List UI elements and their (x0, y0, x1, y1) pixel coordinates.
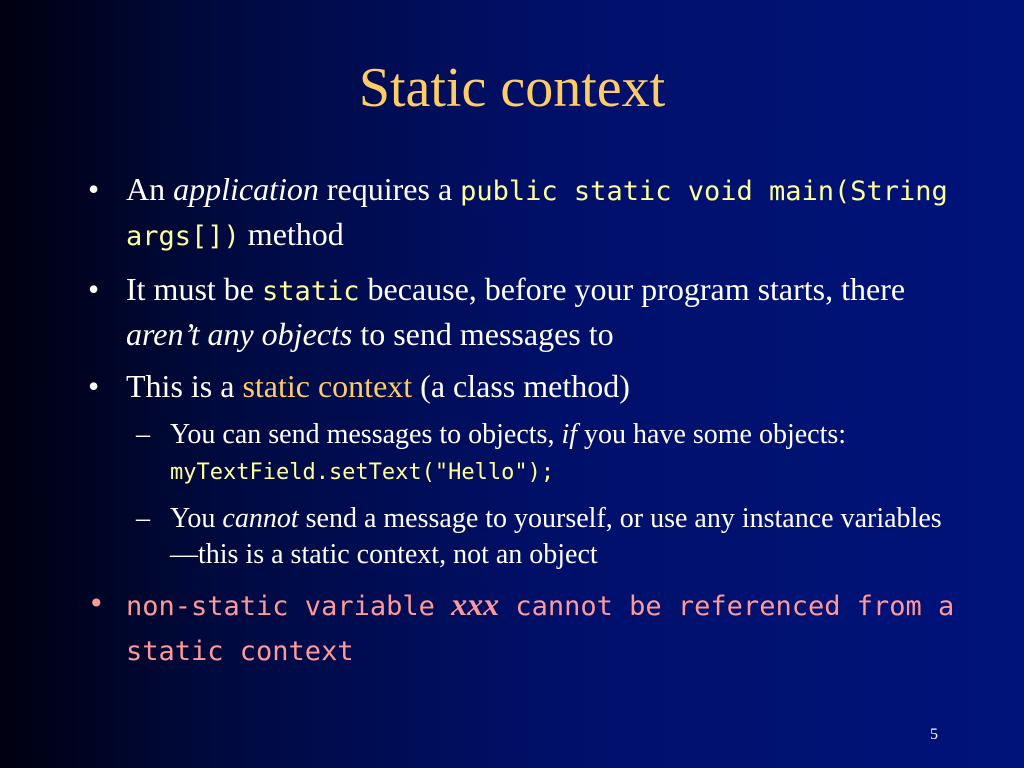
bullet-text: because, before your program starts, there (359, 271, 906, 307)
bullet-must-be-static (88, 268, 968, 355)
bullet-text: requires a (318, 171, 461, 207)
code-snippet: myTextField.setText("Hello"); (170, 460, 555, 485)
bullet-text: to send messages to (352, 316, 614, 352)
sub-bullet-send-messages (88, 417, 968, 491)
bullet-application-main (88, 168, 968, 258)
sub-bullet-marker: – (136, 503, 150, 534)
error-message-text: non-static variable (126, 591, 452, 622)
bullet-text: This is a (126, 368, 243, 404)
code-snippet: public static void main(String args[]) (126, 176, 948, 252)
error-variable-name: xxx (451, 586, 500, 622)
sub-bullet-text: send a message to yourself, or use any instance variables—this is a static context, not an object (170, 503, 942, 570)
bullet-static-context (88, 365, 968, 407)
slide-title: Static context (358, 57, 666, 119)
sub-bullet-text: you have some objects: (577, 419, 847, 450)
bullet-emphasis: aren’t any objects (126, 316, 353, 352)
bullet-marker: • (88, 368, 100, 404)
sub-bullet-text: You can send messages to objects, (170, 419, 562, 450)
bullet-compiler-error (88, 583, 968, 673)
bullet-marker: • (88, 271, 100, 307)
slide-content (88, 168, 968, 683)
sub-bullet-emphasis: if (561, 419, 578, 450)
bullet-text: (a class method) (412, 368, 630, 404)
sub-bullet-cannot (88, 501, 968, 573)
sub-bullet-emphasis: cannot (222, 503, 299, 534)
sub-bullet-text: You (170, 503, 223, 534)
error-message-text: cannot be referenced from a static context (126, 591, 955, 667)
bullet-marker: • (88, 171, 100, 207)
code-snippet: static (261, 276, 360, 307)
bullet-marker: • (88, 587, 105, 620)
sub-bullet-marker: – (136, 419, 150, 450)
bullet-highlight: static context (242, 368, 413, 404)
page-number: 5 (930, 726, 938, 743)
bullet-emphasis: application (173, 171, 319, 207)
bullet-text: method (239, 216, 344, 252)
bullet-text: It must be (126, 271, 262, 307)
bullet-text: An (126, 171, 174, 207)
